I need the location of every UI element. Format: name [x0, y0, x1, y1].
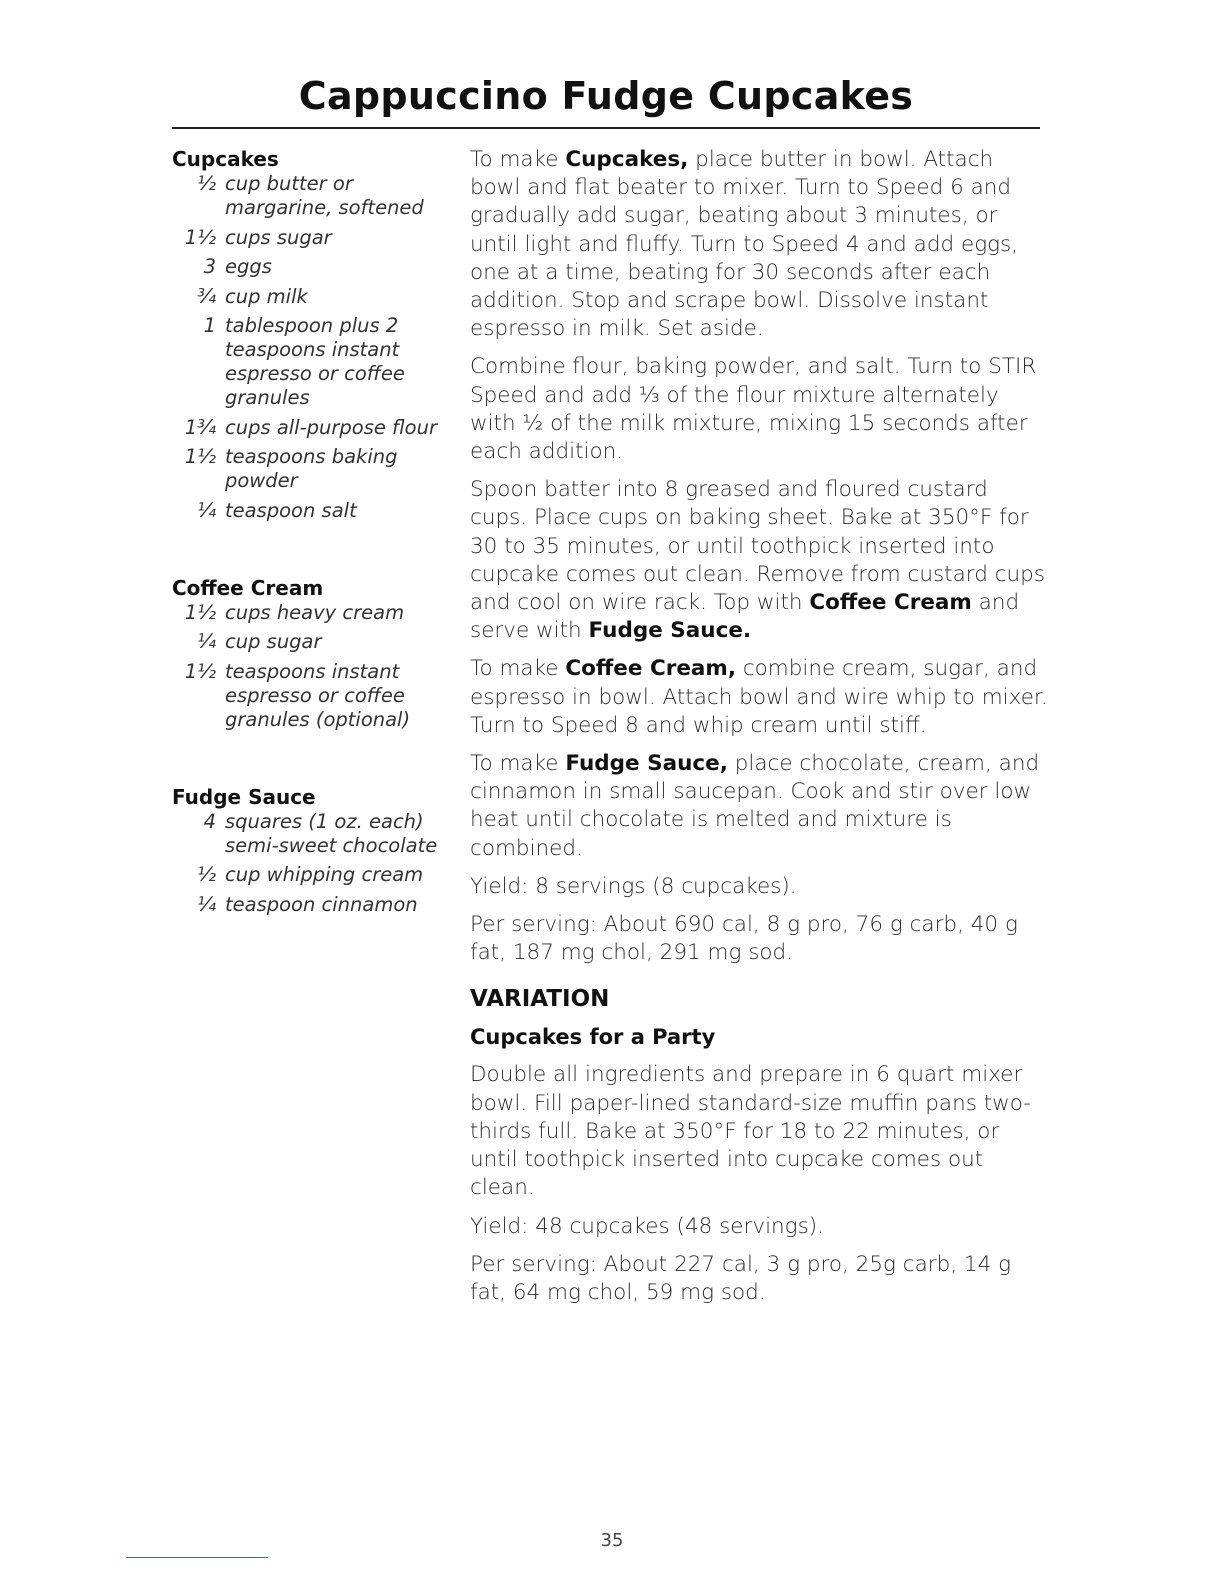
ingredient-text: teaspoons instant espresso or coffee granules (optional) [225, 659, 411, 731]
ingredient-item [172, 314, 442, 410]
title-divider [172, 127, 1040, 129]
variation-heading: VARIATION [470, 986, 610, 1013]
ingredient-qty: 1 [203, 314, 216, 337]
page-title: Cappuccino Fudge Cupcakes [298, 74, 914, 118]
bold-term: Cupcakes, [565, 147, 689, 172]
variation-text: Double all ingredients and prepare in 6 quart mixer bowl. Fill paper-lined standard-size muffin pans two-thirds full. Bake at 350°F for 18 to 22 minutes, or until toothpick inserted into cupcake comes out clean. [470, 1062, 1032, 1201]
ingredient-text: teaspoons baking powder [225, 445, 398, 492]
ingredient-qty: ¼ [197, 892, 216, 916]
ingredient-item [172, 601, 442, 625]
ingredient-qty: ½ [197, 172, 216, 195]
ingredient-qty: ¼ [197, 630, 216, 653]
instruction-paragraph [470, 750, 1050, 863]
ingredient-item [172, 255, 442, 279]
cupcakes-ingredients [172, 146, 442, 523]
ingredient-text: teaspoon cinnamon [225, 892, 418, 916]
text-run: and serve with [470, 590, 1020, 644]
section-heading: Coffee Cream [172, 575, 324, 600]
ingredient-qty: 4 [203, 809, 216, 833]
text-run: Spoon batter into 8 greased and floured custard cups. Place cups on baking sheet. Bake at 350°F for 30 to 35 minutes, or until toothpick inserted into cupcake comes out clean. Remove from custard cups and cool on wire rack. Top with [470, 477, 1045, 616]
text-run: To make [470, 751, 566, 777]
text-run: To make [470, 656, 566, 682]
ingredient-qty: 1½ [184, 659, 216, 683]
bold-term: Fudge Sauce, [565, 751, 728, 777]
instructions-column [470, 146, 1050, 1317]
ingredient-item [172, 226, 442, 250]
footer-line [126, 1557, 268, 1558]
variation-nutrition: Per serving: About 227 cal, 3 g pro, 25g carb, 14 g fat, 64 mg chol, 59 mg sod. [470, 1251, 1012, 1305]
ingredient-qty: 3 [203, 255, 216, 278]
text-run: place chocolate, cream, and cinnamon in small saucepan. Cook and stir over low heat until chocolate is melted and mixture is combined. [470, 751, 1040, 861]
ingredient-item [172, 893, 442, 917]
instruction-paragraph [470, 146, 1050, 343]
section-heading: Fudge Sauce [172, 784, 316, 809]
ingredient-item [172, 660, 442, 732]
bold-term: Fudge Sauce. [588, 618, 752, 644]
ingredients-column [172, 146, 442, 922]
variation-subheading: Cupcakes for a Party [470, 1025, 716, 1050]
ingredient-item [172, 630, 442, 654]
bold-term: Coffee Cream [809, 590, 972, 616]
ingredient-item [172, 499, 442, 523]
fudge-sauce-ingredients [172, 784, 442, 917]
text-run: place butter in bowl. Attach bowl and flat beater to mixer. Turn to Speed 6 and gradually add sugar, beating about 3 minutes, or until light and fluffy. Turn to Speed 4 and add eggs, one at a time, beating for 30 seconds after each addition. Stop and scrape bowl. Dissolve instant espresso in milk. Set aside. [470, 147, 1019, 342]
text-run: combine cream, sugar, and espresso in bowl. Attach bowl and wire whip to mixer. Turn to Speed 8 and whip cream until stiff. [470, 656, 1048, 738]
page-number: 35 [600, 1530, 624, 1551]
ingredient-item [172, 416, 442, 440]
ingredient-text: cup milk [225, 284, 308, 308]
ingredient-qty: 1½ [184, 225, 216, 249]
ingredient-text: cup sugar [225, 630, 322, 653]
instruction-paragraph: Combine flour, baking powder, and salt. Turn to STIR Speed and add ⅓ of the flour mixture alternately with ½ of the milk mixture, mixing 15 seconds after each addition. [470, 354, 1037, 465]
section-heading: Cupcakes [172, 147, 279, 171]
ingredient-text: tablespoon plus 2 teaspoons instant espresso or coffee granules [225, 314, 405, 409]
ingredient-item [172, 285, 442, 309]
ingredient-text: eggs [225, 255, 272, 278]
ingredient-qty: 1¾ [184, 415, 216, 439]
text-run: To make [470, 147, 566, 172]
ingredient-qty: ¼ [197, 498, 216, 522]
ingredient-text: cups sugar [225, 225, 332, 249]
ingredient-qty: ¾ [197, 284, 216, 308]
variation-yield: Yield: 48 cupcakes (48 servings). [470, 1213, 824, 1239]
ingredient-text: teaspoon salt [225, 498, 357, 522]
ingredient-qty: 1½ [184, 445, 216, 468]
ingredient-text: cup butter or margarine, softened [225, 172, 424, 219]
bold-term: Coffee Cream, [565, 656, 736, 682]
instruction-paragraph [470, 476, 1050, 645]
ingredient-item [172, 810, 442, 858]
ingredient-item [172, 172, 442, 220]
ingredient-text: squares (1 oz. each) semi-sweet chocolate [225, 809, 438, 857]
ingredient-qty: 1½ [184, 600, 216, 624]
ingredient-text: cups heavy cream [225, 600, 405, 624]
nutrition-text: Per serving: About 690 cal, 8 g pro, 76 g carb, 40 g fat, 187 mg chol, 291 mg sod. [470, 912, 1018, 966]
ingredient-text: cup whipping cream [225, 863, 424, 886]
yield-text: Yield: 8 servings (8 cupcakes). [470, 873, 797, 899]
ingredient-item [172, 863, 442, 887]
coffee-cream-ingredients [172, 575, 442, 732]
ingredient-item [172, 445, 442, 493]
instruction-paragraph [470, 655, 1050, 740]
ingredient-text: cups all-purpose flour [225, 415, 437, 439]
ingredient-qty: ½ [197, 863, 216, 886]
